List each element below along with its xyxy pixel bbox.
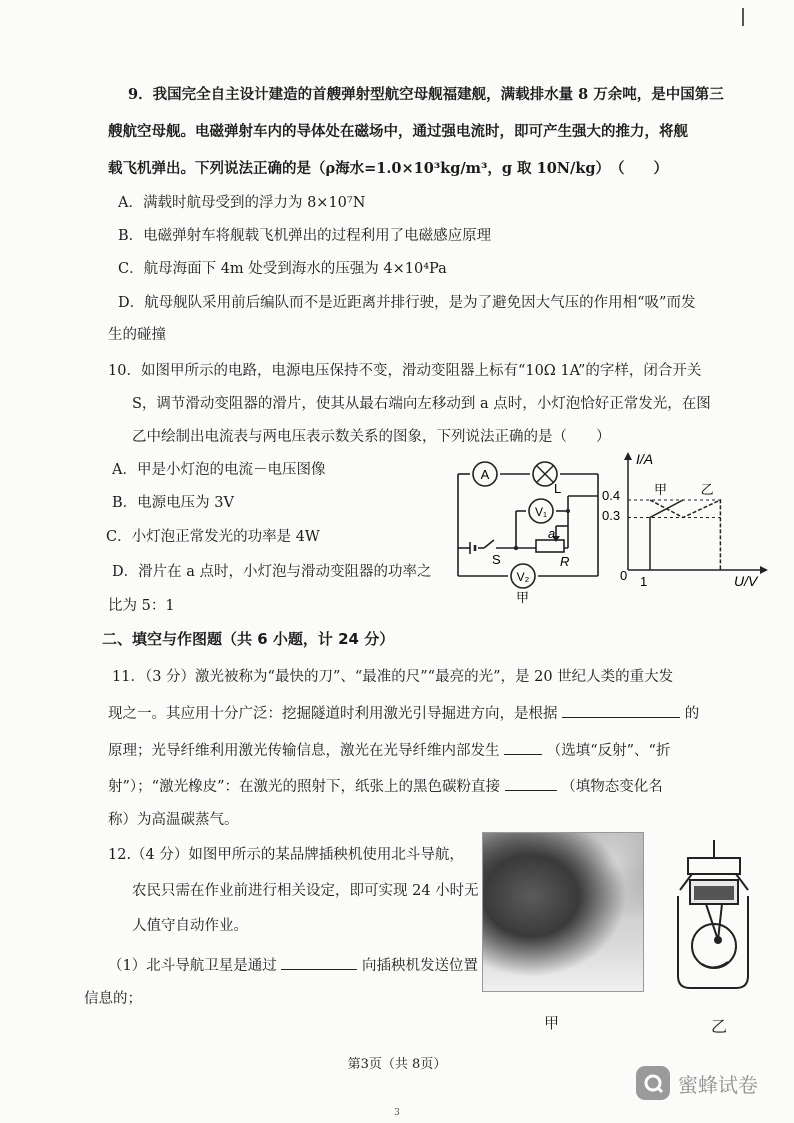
q10-option-c: C．小灯泡正常发光的功率是 4W [106, 529, 320, 545]
q12-line1: 12.（4 分）如图甲所示的某品牌插秧机使用北斗导航， [108, 847, 464, 863]
q9-line2: 艘航空母舰。电磁弹射车内的导体处在磁场中，通过强电流时，即可产生强大的推力，将舰 [108, 123, 688, 140]
q11-line2 [108, 703, 699, 723]
q11-blank-1[interactable] [562, 703, 680, 718]
q10-option-d-line1: D．滑片在 a 点时，小灯泡与滑动变阻器的功率之 [112, 564, 432, 580]
q9-option-c: C．航母海面下 4m 处受到海水的压强为 4×10⁴Pa [118, 261, 447, 277]
series-yi-label: 乙 [700, 482, 714, 497]
q11-line2-text: 现之一。其应用十分广泛：挖掘隧道时利用激光引导掘进方向，是根据 [108, 706, 558, 722]
q10-option-d-line2: 比为 5：1 [108, 598, 175, 614]
section-2-heading: 二、填空与作图题（共 6 小题，计 24 分） [102, 630, 395, 648]
q12-blank-1[interactable] [281, 955, 357, 970]
q9-option-b: B．电磁弹射车将舰载飞机弹出的过程利用了电磁感应原理 [118, 228, 492, 244]
watermark [636, 1066, 758, 1100]
q12-line2: 农民只需在作业前进行相关设定，即可实现 24 小时无 [132, 883, 479, 899]
q11-line5: 称）为高温碳蒸气。 [108, 812, 239, 828]
circuit-diagram [448, 456, 608, 606]
q10-line2: S，调节滑动变阻器的滑片，使其从最右端向左移动到 a 点时，小灯泡恰好正常发光，在图 [132, 396, 711, 412]
q12-line3: 人值守自动作业。 [132, 918, 248, 934]
watermark-text: 蜜蜂试卷 [678, 1072, 758, 1097]
q9-line1: 9．我国完全自主设计建造的首艘弹射型航空母舰福建舰，满载排水量 8 万余吨，是中国第三 [128, 86, 724, 103]
q12-sub1-cont: 信息的； [84, 991, 142, 1007]
q12-sub1-tail: 向插秧机发送位置 [361, 958, 478, 974]
y-tick-04: 0.4 [602, 488, 621, 503]
bee-logo-icon [636, 1066, 670, 1100]
voltmeter-v2-label: V₂ [516, 570, 530, 584]
iu-graph [600, 448, 770, 598]
q9-option-d-line1: D．航母舰队采用前后编队而不是近距离并排行驶，是为了避免因大气压的作用相“吸”而发 [118, 295, 696, 311]
q11-line4 [108, 776, 663, 796]
voltmeter-v1-label: V₁ [534, 505, 548, 519]
photo-caption-left: 甲 [544, 1014, 560, 1032]
binding-mark [742, 8, 754, 26]
point-label: a [548, 526, 556, 541]
q10-option-a: A．甲是小灯泡的电流－电压图像 [112, 462, 326, 478]
circuit-caption: 甲 [516, 590, 530, 605]
q11-line3-tail: （选填“反射”、“折 [546, 743, 671, 759]
q11-blank-2[interactable] [504, 740, 542, 755]
q11-line4-text: 射”）；“激光橡皮”：在激光的照射下，纸张上的黑色碳粉直接 [108, 779, 500, 795]
page-number: 3 [394, 1108, 400, 1118]
engine-diagram-icon [672, 836, 754, 996]
graph-ylabel: I/A [636, 451, 654, 467]
q10-line3: 乙中绘制出电流表与两电压表示数关系的图象，下列说法正确的是（ ） [132, 429, 611, 445]
q9-option-d-line2: 生的碰撞 [108, 327, 166, 343]
q10-option-b: B．电源电压为 3V [112, 495, 234, 511]
lamp-label: L [554, 481, 562, 496]
q11-blank-3[interactable] [505, 776, 557, 791]
q11-line3-text: 原理；光导纤维利用激光传输信息，激光在光导纤维内部发生 [108, 743, 500, 759]
q11-line3 [108, 740, 670, 760]
q9-line3: 载飞机弹出。下列说法正确的是（ρ海水=1.0×10³kg/m³，g 取 10N/kg） （ ） [108, 160, 669, 177]
x-tick-1: 1 [640, 574, 648, 589]
resistor-label: R [560, 554, 570, 569]
q12-sub1-text: （1）北斗导航卫星是通过 [108, 958, 277, 974]
q10-line1: 10．如图甲所示的电路，电源电压保持不变，滑动变阻器上标有“10Ω 1A”的字样，闭合开关 [108, 363, 702, 379]
series-line-0 [650, 500, 683, 570]
ammeter-label: A [480, 467, 490, 482]
graph-xlabel: U/V [734, 573, 758, 589]
q9-option-a: A．满载时航母受到的浮力为 8×10⁷N [118, 195, 366, 211]
series-line-1 [650, 500, 720, 570]
switch-label: S [492, 552, 501, 567]
photo-caption-right: 乙 [711, 1017, 728, 1036]
x-tick-0: 0 [620, 568, 628, 583]
q11-line2-tail: 的 [684, 706, 700, 722]
series-jia-label: 甲 [654, 482, 668, 497]
y-tick-03: 0.3 [602, 508, 621, 523]
q11-line1: 11．（3 分）激光被称为“最快的刀”、“最准的尺”“最亮的光”，是 20 世纪人类的重大发 [112, 669, 674, 685]
q11-line4-tail: （填物态变化名 [561, 779, 663, 795]
page-footer: 第3页（共 8页） [347, 1057, 447, 1072]
q12-sub1 [108, 955, 478, 975]
rice-transplanter-photo [482, 832, 644, 992]
